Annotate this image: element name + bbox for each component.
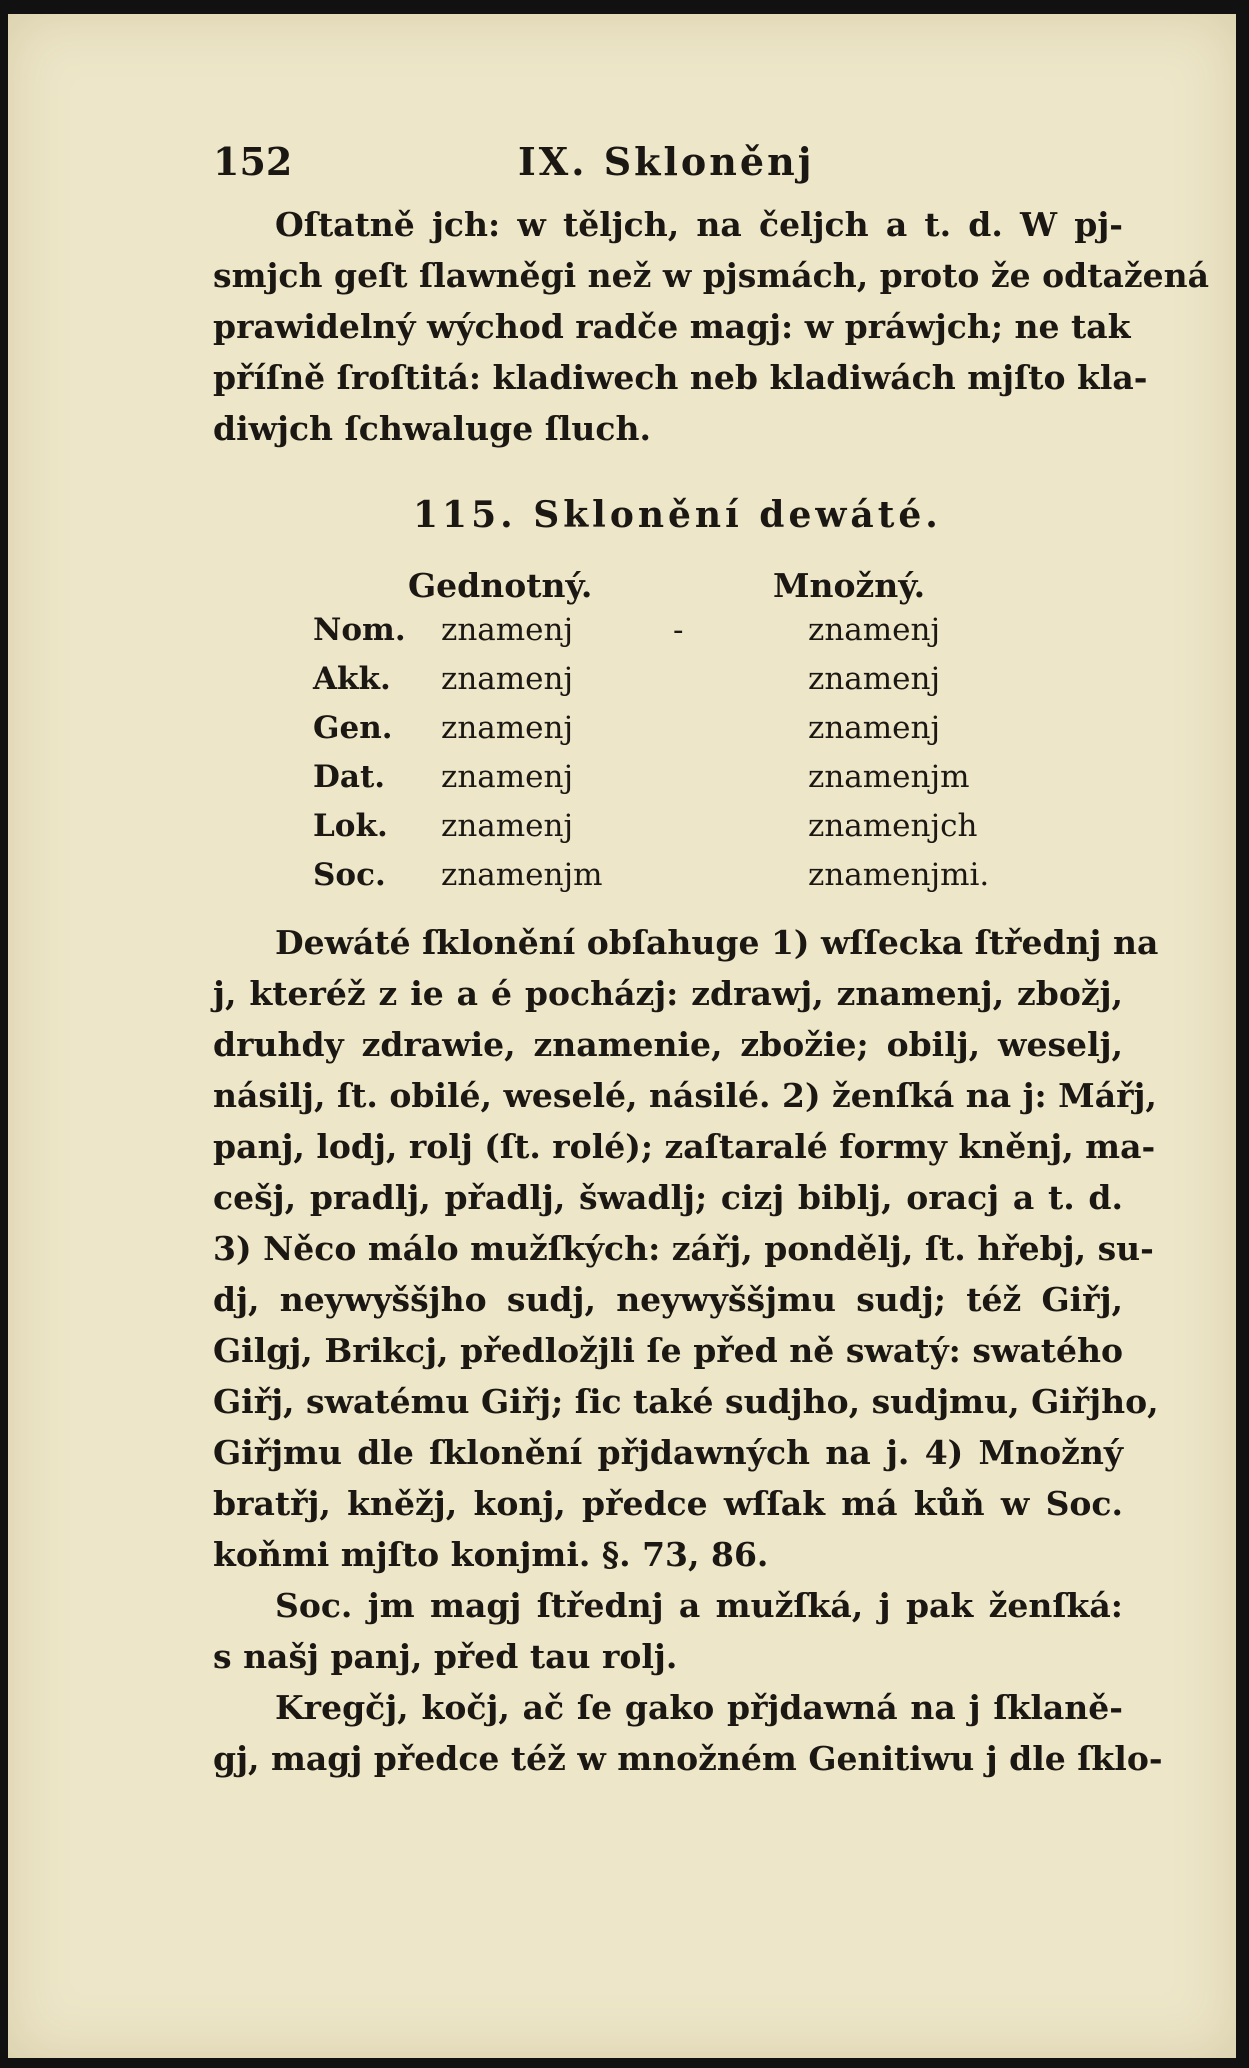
text-line: Giřjmu dle ſklonění přjdawných na j. 4) Množný — [213, 1433, 1123, 1472]
text-line: smjch geſt ſlawněgi než w pjsmách, proto že odtažená — [213, 256, 1209, 295]
singular-form: znamenj — [441, 612, 574, 648]
page-content — [213, 139, 1209, 1784]
text-line: bratřj, kněžj, konj, předce wſſak má kůň w Soc. — [213, 1484, 1123, 1523]
case-label: Gen. — [313, 710, 393, 746]
plural-form: znamenj — [808, 710, 941, 746]
plural-form: znamenjm — [808, 759, 970, 795]
table-row-dat — [213, 759, 1123, 807]
case-label: Akk. — [313, 661, 391, 697]
case-label: Lok. — [313, 808, 388, 844]
text-line: s našj panj, před tau rolj. — [213, 1637, 678, 1676]
declension-table — [213, 566, 1123, 911]
table-row-lok — [213, 808, 1123, 856]
singular-form: znamenj — [441, 661, 574, 697]
singular-form: znamenj — [441, 759, 574, 795]
plural-form: znamenj — [808, 612, 941, 648]
table-row-soc — [213, 857, 1123, 905]
singular-form: znamenj — [441, 808, 574, 844]
text-line: cešj, pradlj, přadlj, šwadlj; cizj biblj, oracj a t. d. — [213, 1178, 1123, 1217]
table-row-akk — [213, 661, 1123, 709]
singular-header: Gednotný. — [408, 566, 593, 605]
text-line: Giřj, swatému Giřj; ſic také sudjho, sudjmu, Giřjho, — [213, 1382, 1159, 1421]
paragraph-1 — [213, 199, 1209, 454]
text-line: Soc. jm magj ſtřednj a mužſká, j pak ženſká: — [275, 1586, 1123, 1625]
book-page — [8, 14, 1236, 2058]
page-number: 152 — [213, 139, 293, 184]
text-line: Gilgj, Brikcj, předložjli ſe před ně swatý: swatého — [213, 1331, 1123, 1370]
text-line: prawidelný wýchod radče magj: w práwjch; ne tak — [213, 307, 1131, 346]
singular-form: znamenj — [441, 710, 574, 746]
text-line: Kregčj, kočj, ač ſe gako přjdawná na j ſklaně- — [275, 1688, 1123, 1727]
text-line: dj, neywyššjho sudj, neywyššjmu sudj; též Giřj, — [213, 1280, 1123, 1319]
section-heading: 115. Sklonění dewáté. — [413, 494, 942, 536]
page-header — [213, 139, 1123, 199]
text-line: příſně ſroſtitá: kladiwech neb kladiwách mjſto kla- — [213, 358, 1148, 397]
text-line: j, kteréž z ie a é pocházj: zdrawj, znamenj, zbožj, — [213, 974, 1123, 1013]
plural-form: znamenjch — [808, 808, 978, 844]
text-line: druhdy zdrawie, znamenie, zbožie; obilj, weselj, — [213, 1025, 1123, 1064]
case-label: Nom. — [313, 612, 406, 648]
singular-form: znamenjm — [441, 857, 603, 893]
dash-mark: - — [673, 612, 684, 648]
paragraph-3 — [213, 1580, 1123, 1682]
table-row-gen — [213, 710, 1123, 758]
running-head: IX. Skloněnj — [518, 139, 815, 184]
case-label: Soc. — [313, 857, 386, 893]
plural-header: Množný. — [773, 566, 926, 605]
text-line: Dewáté ſklonění obſahuge 1) wſſecka ſtřednj na — [275, 923, 1159, 962]
table-row-nom — [213, 612, 1123, 660]
plural-form: znamenj — [808, 661, 941, 697]
text-line: 3) Něco málo mužſkých: zářj, pondělj, ſt. hřebj, su- — [213, 1229, 1154, 1268]
text-line: koňmi mjſto konjmi. §. 73, 86. — [213, 1535, 769, 1574]
paragraph-4 — [213, 1682, 1163, 1784]
text-line: násilj, ſt. obilé, weselé, násilé. 2) ženſká na j: Mářj, — [213, 1076, 1157, 1115]
paragraph-2 — [213, 917, 1159, 1580]
text-line: gj, magj předce též w množném Genitiwu j dle ſklo- — [213, 1739, 1163, 1778]
text-line: Oſtatně jch: w těljch, na čeljch a t. d. W pj- — [275, 205, 1123, 244]
case-label: Dat. — [313, 759, 386, 795]
text-line: diwjch ſchwaluge ſluch. — [213, 409, 651, 448]
plural-form: znamenjmi. — [808, 857, 990, 893]
text-line: panj, lodj, rolj (ſt. rolé); zaſtaralé formy kněnj, ma- — [213, 1127, 1156, 1166]
